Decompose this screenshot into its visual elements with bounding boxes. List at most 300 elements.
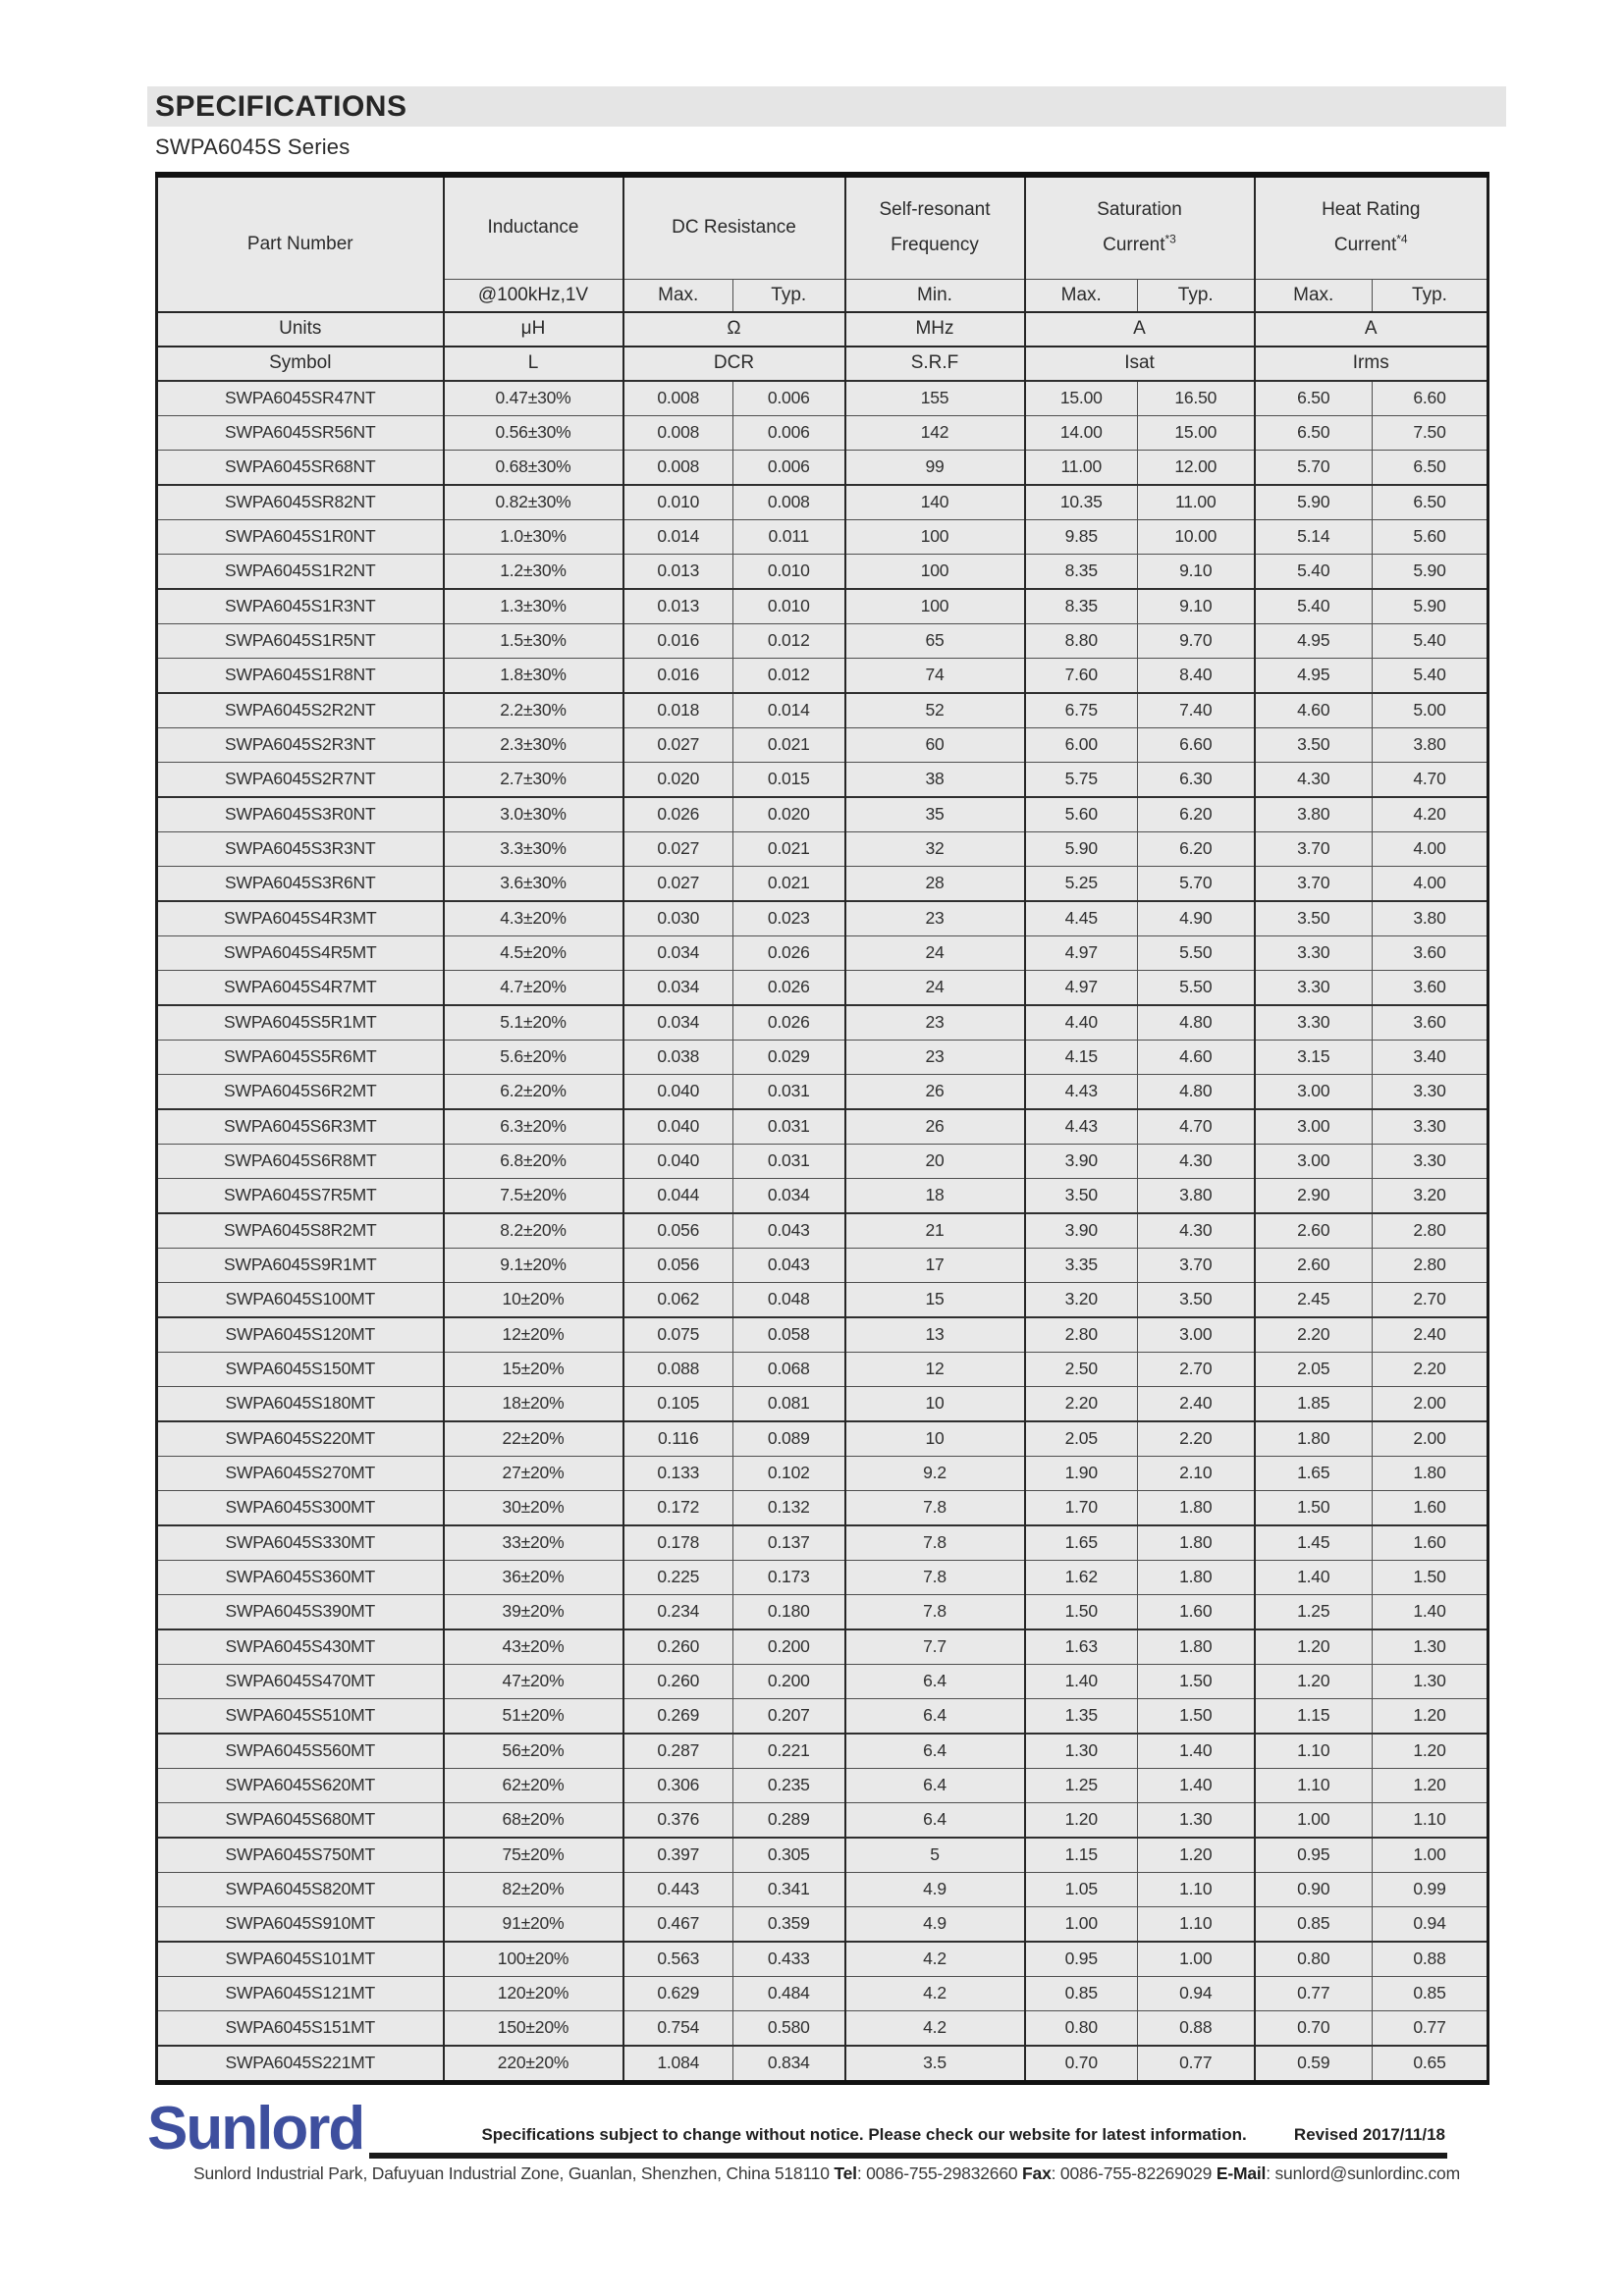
footer-revision-date: Revised 2017/11/18 [1293,2124,1445,2144]
irms-max-cell: 3.00 [1255,1109,1373,1145]
table-row [157,1525,1488,1561]
irms-typ-cell: 6.60 [1373,381,1488,416]
isat-max-cell: 7.60 [1025,658,1138,693]
dcr-max-cell: 0.008 [623,450,733,485]
inductance-cell: 22±20% [444,1421,623,1457]
subheader-inductance-condition: @100kHz,1V [444,279,623,312]
irms-typ-cell: 2.70 [1373,1282,1488,1317]
dcr-typ-cell: 0.021 [733,727,845,762]
irms-max-cell: 5.90 [1255,485,1373,520]
srf-min-cell: 23 [845,1040,1025,1074]
fax-label: Fax [1022,2163,1052,2183]
table-row [157,901,1488,936]
part-number-cell: SWPA6045S121MT [157,1976,444,2010]
isat-max-cell: 1.35 [1025,1698,1138,1734]
part-number-cell: SWPA6045S1R8NT [157,658,444,693]
irms-max-cell: 1.10 [1255,1734,1373,1769]
part-number-cell: SWPA6045S8R2MT [157,1213,444,1249]
table-row [157,1282,1488,1317]
part-number-cell: SWPA6045S3R0NT [157,797,444,832]
srf-min-cell: 74 [845,658,1025,693]
irms-typ-cell: 3.60 [1373,970,1488,1005]
isat-typ-cell: 3.70 [1138,1248,1255,1282]
inductance-cell: 51±20% [444,1698,623,1734]
irms-typ-cell: 1.30 [1373,1629,1488,1665]
isat-typ-cell: 0.94 [1138,1976,1255,2010]
subheader-irms-typ: Typ. [1373,279,1488,312]
irms-max-cell: 1.15 [1255,1698,1373,1734]
irms-typ-cell: 0.94 [1373,1906,1488,1942]
dcr-typ-cell: 0.043 [733,1248,845,1282]
dcr-max-cell: 0.034 [623,935,733,970]
irms-max-cell: 0.70 [1255,2010,1373,2046]
inductance-cell: 120±20% [444,1976,623,2010]
part-number-cell: SWPA6045S6R8MT [157,1144,444,1178]
srf-min-cell: 35 [845,797,1025,832]
srf-min-cell: 6.4 [845,1698,1025,1734]
dcr-max-cell: 0.062 [623,1282,733,1317]
irms-typ-cell: 1.40 [1373,1594,1488,1629]
irms-max-cell: 3.30 [1255,1005,1373,1041]
table-row [157,1074,1488,1109]
inductance-cell: 4.3±20% [444,901,623,936]
inductance-cell: 15±20% [444,1352,623,1386]
part-number-cell: SWPA6045S560MT [157,1734,444,1769]
isat-max-cell: 15.00 [1025,381,1138,416]
irms-typ-cell: 3.60 [1373,1005,1488,1041]
srf-min-cell: 15 [845,1282,1025,1317]
srf-min-cell: 4.9 [845,1872,1025,1906]
inductance-cell: 18±20% [444,1386,623,1421]
part-number-cell: SWPA6045S1R5NT [157,623,444,658]
inductance-cell: 82±20% [444,1872,623,1906]
irms-typ-cell: 5.00 [1373,693,1488,728]
col-header-dc-resistance: DC Resistance [623,175,845,279]
part-number-cell: SWPA6045SR47NT [157,381,444,416]
dcr-typ-cell: 0.011 [733,519,845,554]
dcr-typ-cell: 0.006 [733,381,845,416]
dcr-max-cell: 0.027 [623,831,733,866]
company-address: Sunlord Industrial Park, Dafuyuan Industrial Zone, Guanlan, Shenzhen, China 518110 [193,2163,835,2183]
isat-typ-cell: 1.80 [1138,1490,1255,1525]
isat-typ-cell: 0.88 [1138,2010,1255,2046]
srf-min-cell: 7.8 [845,1525,1025,1561]
isat-max-cell: 9.85 [1025,519,1138,554]
isat-typ-cell: 6.30 [1138,762,1255,797]
srf-min-cell: 17 [845,1248,1025,1282]
irms-typ-cell: 0.88 [1373,1942,1488,1977]
table-row [157,450,1488,485]
srf-min-cell: 4.2 [845,1942,1025,1977]
isat-typ-cell: 1.80 [1138,1560,1255,1594]
isat-typ-cell: 1.20 [1138,1838,1255,1873]
table-row [157,1734,1488,1769]
irms-max-cell: 3.80 [1255,797,1373,832]
dcr-typ-cell: 0.359 [733,1906,845,1942]
table-row [157,1629,1488,1665]
part-number-cell: SWPA6045S120MT [157,1317,444,1353]
dcr-typ-cell: 0.021 [733,866,845,901]
table-row [157,1144,1488,1178]
header-row-groups [157,175,1488,279]
table-row [157,1976,1488,2010]
irms-max-cell: 1.00 [1255,1802,1373,1838]
inductance-cell: 0.56±30% [444,415,623,450]
irms-max-cell: 0.95 [1255,1838,1373,1873]
isat-max-cell: 1.20 [1025,1802,1138,1838]
isat-typ-cell: 4.60 [1138,1040,1255,1074]
dcr-typ-cell: 0.580 [733,2010,845,2046]
irms-max-cell: 0.80 [1255,1942,1373,1977]
irms-typ-cell: 0.85 [1373,1976,1488,2010]
dcr-typ-cell: 0.235 [733,1768,845,1802]
inductance-cell: 6.8±20% [444,1144,623,1178]
table-row [157,1942,1488,1977]
part-number-cell: SWPA6045S2R3NT [157,727,444,762]
isat-max-cell: 14.00 [1025,415,1138,450]
srf-min-cell: 24 [845,970,1025,1005]
dcr-typ-cell: 0.029 [733,1040,845,1074]
dcr-max-cell: 0.133 [623,1456,733,1490]
irms-typ-cell: 2.80 [1373,1248,1488,1282]
inductance-cell: 10±20% [444,1282,623,1317]
col-header-heat-rating-current: Heat Rating Current$^{*4}$ [1255,175,1488,279]
symbol-srf: S.R.F [845,347,1025,381]
dcr-typ-cell: 0.034 [733,1178,845,1213]
dcr-typ-cell: 0.012 [733,658,845,693]
isat-max-cell: 1.15 [1025,1838,1138,1873]
subheader-dcr-max: Max. [623,279,733,312]
isat-max-cell: 1.40 [1025,1664,1138,1698]
irms-typ-cell: 1.00 [1373,1838,1488,1873]
isat-typ-cell: 9.10 [1138,554,1255,589]
table-row [157,727,1488,762]
dcr-typ-cell: 0.010 [733,589,845,624]
irms-typ-cell: 1.50 [1373,1560,1488,1594]
isat-max-cell: 1.00 [1025,1906,1138,1942]
srf-min-cell: 7.8 [845,1594,1025,1629]
inductance-cell: 12±20% [444,1317,623,1353]
table-row [157,797,1488,832]
part-number-cell: SWPA6045S2R7NT [157,762,444,797]
dcr-typ-cell: 0.289 [733,1802,845,1838]
isat-max-cell: 2.05 [1025,1421,1138,1457]
part-number-cell: SWPA6045S750MT [157,1838,444,1873]
isat-typ-cell: 7.40 [1138,693,1255,728]
irms-typ-cell: 4.00 [1373,866,1488,901]
isat-typ-cell: 4.80 [1138,1005,1255,1041]
srf-min-cell: 26 [845,1109,1025,1145]
irms-typ-cell: 3.30 [1373,1074,1488,1109]
table-row [157,762,1488,797]
srf-min-cell: 65 [845,623,1025,658]
irms-max-cell: 4.60 [1255,693,1373,728]
irms-max-cell: 1.40 [1255,1560,1373,1594]
dcr-max-cell: 0.030 [623,901,733,936]
irms-max-cell: 0.85 [1255,1906,1373,1942]
srf-min-cell: 6.4 [845,1734,1025,1769]
dcr-typ-cell: 0.026 [733,970,845,1005]
isat-typ-cell: 5.50 [1138,935,1255,970]
page-title: SPECIFICATIONS [147,86,1506,127]
table-row [157,1802,1488,1838]
isat-typ-cell: 4.80 [1138,1074,1255,1109]
inductance-cell: 3.0±30% [444,797,623,832]
dcr-typ-cell: 0.020 [733,797,845,832]
irms-typ-cell: 2.80 [1373,1213,1488,1249]
dcr-max-cell: 0.027 [623,866,733,901]
table-row [157,970,1488,1005]
isat-max-cell: 1.30 [1025,1734,1138,1769]
table-row [157,519,1488,554]
units-irms: A [1255,312,1488,347]
dcr-max-cell: 0.467 [623,1906,733,1942]
part-number-cell: SWPA6045S270MT [157,1456,444,1490]
inductance-cell: 0.47±30% [444,381,623,416]
srf-min-cell: 12 [845,1352,1025,1386]
dcr-max-cell: 0.014 [623,519,733,554]
irms-typ-cell: 5.60 [1373,519,1488,554]
dcr-max-cell: 0.172 [623,1490,733,1525]
dcr-typ-cell: 0.081 [733,1386,845,1421]
srf-min-cell: 7.8 [845,1490,1025,1525]
inductance-cell: 9.1±20% [444,1248,623,1282]
dcr-max-cell: 0.178 [623,1525,733,1561]
dcr-typ-cell: 0.031 [733,1074,845,1109]
irms-max-cell: 1.20 [1255,1664,1373,1698]
irms-max-cell: 5.70 [1255,450,1373,485]
dcr-typ-cell: 0.021 [733,831,845,866]
isat-typ-cell: 5.50 [1138,970,1255,1005]
irms-typ-cell: 1.20 [1373,1768,1488,1802]
srf-min-cell: 20 [845,1144,1025,1178]
dcr-max-cell: 0.008 [623,381,733,416]
part-number-cell: SWPA6045S820MT [157,1872,444,1906]
part-number-cell: SWPA6045S3R3NT [157,831,444,866]
dcr-max-cell: 0.044 [623,1178,733,1213]
dcr-max-cell: 0.287 [623,1734,733,1769]
irms-typ-cell: 1.60 [1373,1490,1488,1525]
inductance-cell: 36±20% [444,1560,623,1594]
isat-typ-cell: 1.60 [1138,1594,1255,1629]
subheader-dcr-typ: Typ. [733,279,845,312]
isat-max-cell: 4.43 [1025,1074,1138,1109]
symbol-inductance: L [444,347,623,381]
isat-max-cell: 8.35 [1025,554,1138,589]
isat-typ-cell: 1.40 [1138,1768,1255,1802]
units-row [157,312,1488,347]
part-number-cell: SWPA6045S300MT [157,1490,444,1525]
irms-typ-cell: 6.50 [1373,485,1488,520]
units-isat: A [1025,312,1255,347]
irms-typ-cell: 3.60 [1373,935,1488,970]
irms-typ-cell: 2.00 [1373,1421,1488,1457]
isat-typ-cell: 1.80 [1138,1629,1255,1665]
dcr-typ-cell: 0.180 [733,1594,845,1629]
irms-max-cell: 1.50 [1255,1490,1373,1525]
srf-min-cell: 6.4 [845,1664,1025,1698]
inductance-cell: 5.6±20% [444,1040,623,1074]
dcr-typ-cell: 0.305 [733,1838,845,1873]
irms-max-cell: 3.70 [1255,831,1373,866]
isat-max-cell: 5.90 [1025,831,1138,866]
dcr-typ-cell: 0.006 [733,450,845,485]
irms-max-cell: 3.15 [1255,1040,1373,1074]
irms-max-cell: 0.59 [1255,2046,1373,2083]
dcr-max-cell: 0.397 [623,1838,733,1873]
table-row [157,554,1488,589]
inductance-cell: 2.7±30% [444,762,623,797]
srf-min-cell: 26 [845,1074,1025,1109]
irms-typ-cell: 1.80 [1373,1456,1488,1490]
table-row [157,935,1488,970]
isat-max-cell: 4.97 [1025,970,1138,1005]
dcr-typ-cell: 0.006 [733,415,845,450]
srf-min-cell: 23 [845,901,1025,936]
table-row [157,1838,1488,1873]
irms-typ-cell: 0.99 [1373,1872,1488,1906]
table-row [157,1317,1488,1353]
email-label: E-Mail [1216,2163,1267,2183]
irms-max-cell: 2.45 [1255,1282,1373,1317]
isat-max-cell: 5.75 [1025,762,1138,797]
dcr-max-cell: 0.016 [623,623,733,658]
dcr-typ-cell: 0.173 [733,1560,845,1594]
dcr-typ-cell: 0.068 [733,1352,845,1386]
table-row [157,658,1488,693]
irms-max-cell: 3.30 [1255,935,1373,970]
srf-min-cell: 3.5 [845,2046,1025,2083]
dcr-max-cell: 0.105 [623,1386,733,1421]
symbol-label: Symbol [157,347,444,381]
isat-typ-cell: 16.50 [1138,381,1255,416]
irms-max-cell: 2.20 [1255,1317,1373,1353]
irms-typ-cell: 5.90 [1373,554,1488,589]
dcr-max-cell: 0.056 [623,1213,733,1249]
irms-typ-cell: 3.30 [1373,1109,1488,1145]
srf-min-cell: 4.9 [845,1906,1025,1942]
dcr-max-cell: 0.026 [623,797,733,832]
isat-typ-cell: 1.40 [1138,1734,1255,1769]
irms-max-cell: 0.90 [1255,1872,1373,1906]
isat-max-cell: 1.05 [1025,1872,1138,1906]
irms-max-cell: 1.85 [1255,1386,1373,1421]
isat-typ-cell: 11.00 [1138,485,1255,520]
irms-typ-cell: 3.20 [1373,1178,1488,1213]
irms-typ-cell: 1.30 [1373,1664,1488,1698]
irms-max-cell: 6.50 [1255,415,1373,450]
table-row [157,866,1488,901]
irms-max-cell: 0.77 [1255,1976,1373,2010]
part-number-cell: SWPA6045S6R3MT [157,1109,444,1145]
inductance-cell: 75±20% [444,1838,623,1873]
inductance-cell: 43±20% [444,1629,623,1665]
irms-max-cell: 6.50 [1255,381,1373,416]
inductance-cell: 2.2±30% [444,693,623,728]
dcr-typ-cell: 0.043 [733,1213,845,1249]
inductance-cell: 68±20% [444,1802,623,1838]
units-srf: MHz [845,312,1025,347]
dcr-max-cell: 0.040 [623,1144,733,1178]
isat-typ-cell: 3.00 [1138,1317,1255,1353]
dcr-max-cell: 0.016 [623,658,733,693]
irms-max-cell: 2.60 [1255,1213,1373,1249]
isat-max-cell: 0.95 [1025,1942,1138,1977]
srf-min-cell: 100 [845,589,1025,624]
isat-max-cell: 1.62 [1025,1560,1138,1594]
table-row [157,589,1488,624]
irms-max-cell: 4.30 [1255,762,1373,797]
irms-typ-cell: 3.80 [1373,727,1488,762]
footer-divider [369,2153,1447,2159]
isat-typ-cell: 2.40 [1138,1386,1255,1421]
subheader-isat-max: Max. [1025,279,1138,312]
srf-min-cell: 4.2 [845,1976,1025,2010]
inductance-cell: 39±20% [444,1594,623,1629]
irms-max-cell: 1.10 [1255,1768,1373,1802]
isat-max-cell: 0.80 [1025,2010,1138,2046]
table-row [157,2010,1488,2046]
srf-min-cell: 52 [845,693,1025,728]
part-number-cell: SWPA6045S7R5MT [157,1178,444,1213]
tel-label: Tel [834,2163,857,2183]
dcr-max-cell: 0.376 [623,1802,733,1838]
part-number-cell: SWPA6045S360MT [157,1560,444,1594]
inductance-cell: 0.82±30% [444,485,623,520]
irms-max-cell: 1.45 [1255,1525,1373,1561]
table-row [157,623,1488,658]
dcr-max-cell: 0.013 [623,589,733,624]
srf-min-cell: 28 [845,866,1025,901]
srf-min-cell: 10 [845,1386,1025,1421]
dcr-typ-cell: 0.026 [733,1005,845,1041]
part-number-cell: SWPA6045S9R1MT [157,1248,444,1282]
inductance-cell: 1.3±30% [444,589,623,624]
dcr-typ-cell: 0.058 [733,1317,845,1353]
inductance-cell: 4.7±20% [444,970,623,1005]
irms-max-cell: 1.25 [1255,1594,1373,1629]
isat-max-cell: 1.65 [1025,1525,1138,1561]
dcr-max-cell: 0.013 [623,554,733,589]
dcr-typ-cell: 0.031 [733,1109,845,1145]
isat-typ-cell: 6.20 [1138,797,1255,832]
irms-typ-cell: 3.40 [1373,1040,1488,1074]
inductance-cell: 220±20% [444,2046,623,2083]
irms-typ-cell: 1.10 [1373,1802,1488,1838]
irms-max-cell: 4.95 [1255,658,1373,693]
dcr-typ-cell: 0.200 [733,1629,845,1665]
isat-typ-cell: 2.20 [1138,1421,1255,1457]
dcr-max-cell: 0.010 [623,485,733,520]
dcr-typ-cell: 0.132 [733,1490,845,1525]
dcr-typ-cell: 0.031 [733,1144,845,1178]
col-header-part-number: Part Number [157,175,444,312]
srf-min-cell: 18 [845,1178,1025,1213]
inductance-cell: 6.2±20% [444,1074,623,1109]
part-number-cell: SWPA6045S1R3NT [157,589,444,624]
isat-max-cell: 2.20 [1025,1386,1138,1421]
part-number-cell: SWPA6045S680MT [157,1802,444,1838]
inductance-cell: 33±20% [444,1525,623,1561]
dcr-typ-cell: 0.089 [733,1421,845,1457]
units-inductance: μH [444,312,623,347]
srf-min-cell: 10 [845,1421,1025,1457]
irms-max-cell: 5.40 [1255,589,1373,624]
irms-max-cell: 1.80 [1255,1421,1373,1457]
srf-min-cell: 13 [845,1317,1025,1353]
table-row [157,1109,1488,1145]
srf-min-cell: 100 [845,519,1025,554]
